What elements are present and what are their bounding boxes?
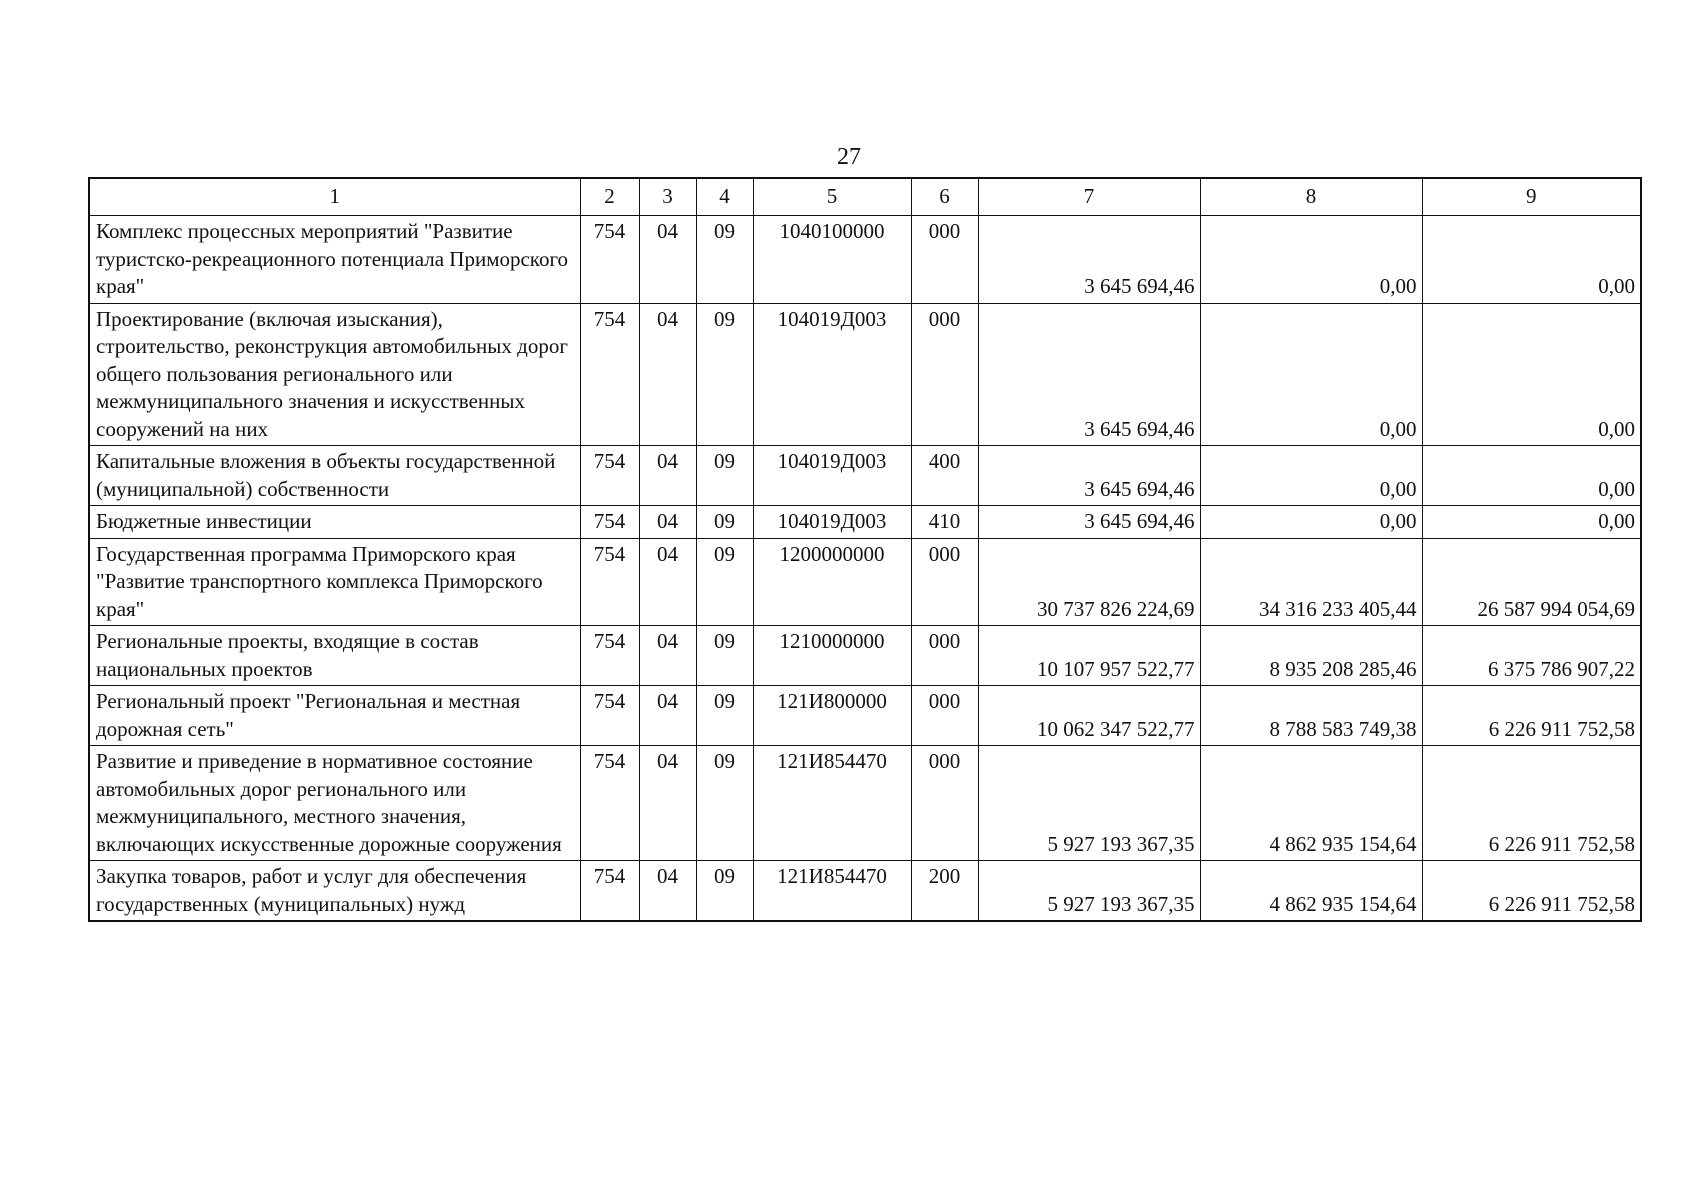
cell-col6: 000 [911, 216, 978, 304]
table-row [89, 538, 1641, 626]
cell-col5: 121И800000 [753, 686, 911, 746]
cell-col4: 09 [696, 538, 753, 626]
cell-col3: 04 [639, 216, 696, 304]
cell-col5: 104019Д003 [753, 506, 911, 539]
cell-col7: 3 645 694,46 [978, 446, 1200, 506]
cell-col4: 09 [696, 861, 753, 922]
cell-col4: 09 [696, 303, 753, 446]
row-name: Комплекс процессных мероприятий "Развитие туристско-рекреационного потенциала Приморского края" [89, 216, 580, 304]
cell-col9: 6 226 911 752,58 [1422, 746, 1641, 861]
cell-col2: 754 [580, 216, 639, 304]
cell-col2: 754 [580, 538, 639, 626]
column-header: 7 [978, 178, 1200, 216]
cell-col3: 04 [639, 626, 696, 686]
cell-col3: 04 [639, 538, 696, 626]
column-header: 4 [696, 178, 753, 216]
cell-col9: 6 375 786 907,22 [1422, 626, 1641, 686]
budget-table [88, 177, 1642, 922]
cell-col7: 30 737 826 224,69 [978, 538, 1200, 626]
cell-col4: 09 [696, 446, 753, 506]
cell-col7: 5 927 193 367,35 [978, 746, 1200, 861]
cell-col8: 34 316 233 405,44 [1200, 538, 1422, 626]
cell-col4: 09 [696, 216, 753, 304]
cell-col4: 09 [696, 746, 753, 861]
cell-col5: 121И854470 [753, 861, 911, 922]
table-row [89, 506, 1641, 539]
cell-col8: 0,00 [1200, 216, 1422, 304]
table-header [89, 178, 1641, 216]
cell-col2: 754 [580, 506, 639, 539]
row-name: Бюджетные инвестиции [89, 506, 580, 539]
cell-col3: 04 [639, 686, 696, 746]
cell-col8: 8 788 583 749,38 [1200, 686, 1422, 746]
cell-col9: 26 587 994 054,69 [1422, 538, 1641, 626]
row-name: Региональный проект "Региональная и местная дорожная сеть" [89, 686, 580, 746]
cell-col7: 10 062 347 522,77 [978, 686, 1200, 746]
column-header: 1 [89, 178, 580, 216]
column-header: 9 [1422, 178, 1641, 216]
cell-col6: 000 [911, 746, 978, 861]
table-row [89, 686, 1641, 746]
cell-col6: 000 [911, 538, 978, 626]
cell-col5: 104019Д003 [753, 303, 911, 446]
cell-col9: 0,00 [1422, 303, 1641, 446]
table-body [89, 216, 1641, 922]
cell-col5: 1210000000 [753, 626, 911, 686]
table-row [89, 746, 1641, 861]
cell-col5: 104019Д003 [753, 446, 911, 506]
header-row [89, 178, 1641, 216]
cell-col7: 5 927 193 367,35 [978, 861, 1200, 922]
cell-col8: 0,00 [1200, 446, 1422, 506]
cell-col4: 09 [696, 626, 753, 686]
page-number: 27 [837, 144, 861, 170]
row-name: Государственная программа Приморского края "Развитие транспортного комплекса Приморского края" [89, 538, 580, 626]
cell-col7: 3 645 694,46 [978, 216, 1200, 304]
column-header: 2 [580, 178, 639, 216]
column-header: 5 [753, 178, 911, 216]
table-row [89, 216, 1641, 304]
row-name: Капитальные вложения в объекты государственной (муниципальной) собственности [89, 446, 580, 506]
cell-col3: 04 [639, 746, 696, 861]
row-name: Проектирование (включая изыскания), строительство, реконструкция автомобильных дорог общего пользования регионального или межмуниципального значения и искусственных сооружений на них [89, 303, 580, 446]
cell-col7: 3 645 694,46 [978, 303, 1200, 446]
cell-col8: 0,00 [1200, 506, 1422, 539]
cell-col3: 04 [639, 446, 696, 506]
cell-col6: 400 [911, 446, 978, 506]
cell-col5: 1200000000 [753, 538, 911, 626]
cell-col4: 09 [696, 506, 753, 539]
table-row [89, 446, 1641, 506]
row-name: Закупка товаров, работ и услуг для обеспечения государственных (муниципальных) нужд [89, 861, 580, 922]
cell-col7: 3 645 694,46 [978, 506, 1200, 539]
cell-col6: 000 [911, 626, 978, 686]
table-row [89, 626, 1641, 686]
cell-col9: 0,00 [1422, 216, 1641, 304]
cell-col5: 121И854470 [753, 746, 911, 861]
cell-col7: 10 107 957 522,77 [978, 626, 1200, 686]
cell-col3: 04 [639, 303, 696, 446]
column-header: 8 [1200, 178, 1422, 216]
cell-col2: 754 [580, 303, 639, 446]
cell-col8: 4 862 935 154,64 [1200, 861, 1422, 922]
cell-col5: 1040100000 [753, 216, 911, 304]
table-row [89, 861, 1641, 922]
cell-col8: 8 935 208 285,46 [1200, 626, 1422, 686]
cell-col6: 000 [911, 303, 978, 446]
column-header: 3 [639, 178, 696, 216]
cell-col9: 0,00 [1422, 446, 1641, 506]
row-name: Региональные проекты, входящие в состав национальных проектов [89, 626, 580, 686]
cell-col6: 410 [911, 506, 978, 539]
cell-col4: 09 [696, 686, 753, 746]
cell-col8: 0,00 [1200, 303, 1422, 446]
cell-col9: 6 226 911 752,58 [1422, 861, 1641, 922]
cell-col2: 754 [580, 626, 639, 686]
cell-col2: 754 [580, 861, 639, 922]
table-row [89, 303, 1641, 446]
cell-col6: 200 [911, 861, 978, 922]
cell-col9: 6 226 911 752,58 [1422, 686, 1641, 746]
row-name: Развитие и приведение в нормативное состояние автомобильных дорог регионального или межмуниципального, местного значения, включающих искусственные дорожные сооружения [89, 746, 580, 861]
cell-col6: 000 [911, 686, 978, 746]
cell-col9: 0,00 [1422, 506, 1641, 539]
cell-col3: 04 [639, 861, 696, 922]
cell-col3: 04 [639, 506, 696, 539]
cell-col2: 754 [580, 746, 639, 861]
cell-col2: 754 [580, 446, 639, 506]
column-header: 6 [911, 178, 978, 216]
cell-col8: 4 862 935 154,64 [1200, 746, 1422, 861]
cell-col2: 754 [580, 686, 639, 746]
